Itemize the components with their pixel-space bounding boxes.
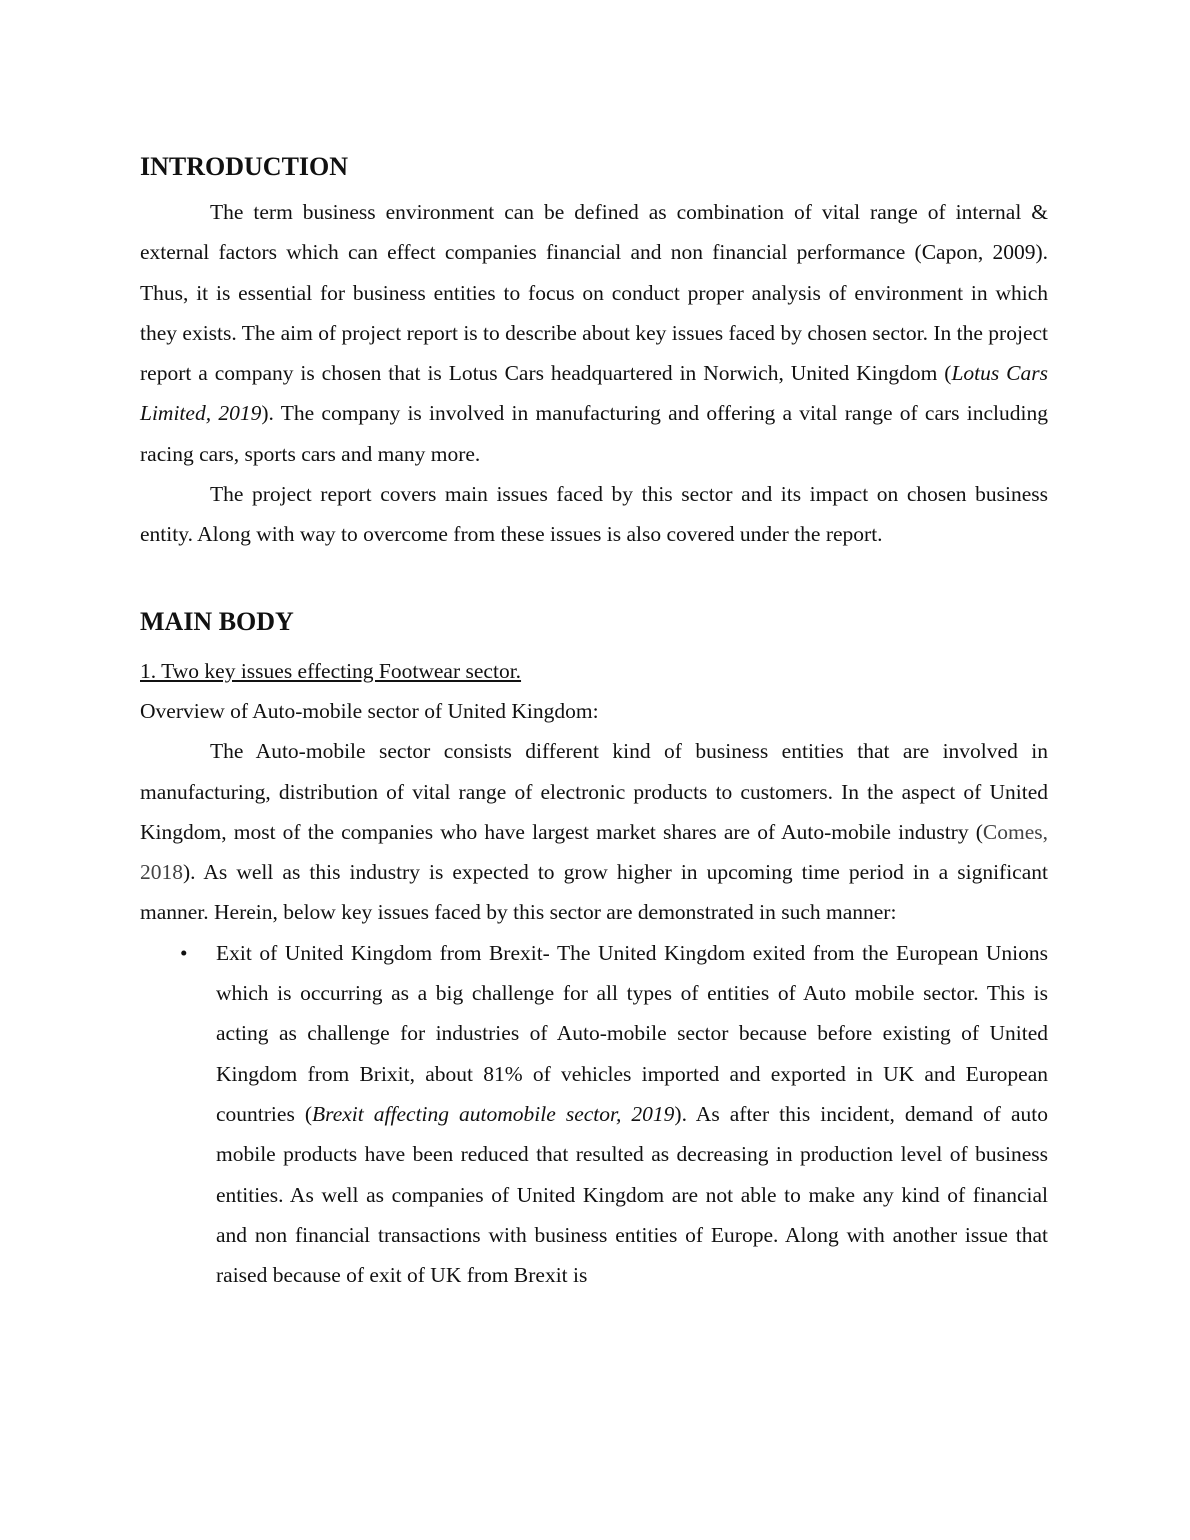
main-body-heading: MAIN BODY xyxy=(140,606,294,636)
document-page xyxy=(140,150,1048,1295)
intro-paragraph-1 xyxy=(140,192,1048,474)
overview-label: Overview of Auto-mobile sector of United Kingdom: xyxy=(140,698,599,723)
list-item xyxy=(140,933,1048,1296)
main-paragraph-1 xyxy=(140,731,1048,932)
intro-p1-citation: Lotus Cars Limited, 2019 xyxy=(140,361,1048,426)
issues-bullet-list xyxy=(140,933,1048,1296)
intro-p1-text-2: ). The company is involved in manufacturing and offering a vital range of cars including racing cars, sports cars and many more. xyxy=(140,401,1049,466)
section-subheading-text: 1. Two key issues effecting Footwear sector. xyxy=(140,658,522,683)
bullet-paragraph xyxy=(216,933,1048,1296)
bullet-icon: • xyxy=(180,940,188,965)
intro-paragraph-2: The project report covers main issues faced by this sector and its impact on chosen business entity. Along with way to overcome from these issues is also covered under the report. xyxy=(140,482,1048,547)
main-p1-citation: Comes, 2018 xyxy=(140,819,1048,885)
introduction-heading: INTRODUCTION xyxy=(140,152,349,181)
bullet-text-2: ). As after this incident, demand of auto mobile products have been reduced that resulted as decreasing in production level of business entities. As well as companies of United Kingdom are not able to make any kind of financial and non financial transactions with business entities of Europe. Along with another issue that raised because of exit of UK from Brexit is xyxy=(216,1101,1048,1288)
intro-p1-text-1: The term business environment can be defined as combination of vital range of internal & external factors which can effect companies financial and non financial performance (Capon, 2009). Thus, it is essential for business entities to focus on conduct proper analysis of environment in which they exists. The aim of project report is to describe about key issues faced by chosen sector. In the project report a company is chosen that is Lotus Cars headquartered in Norwich, United Kingdom ( xyxy=(140,200,1048,386)
bullet-citation: Brexit affecting automobile sector, 2019 xyxy=(312,1101,675,1126)
section-subheading xyxy=(140,651,1048,691)
bullet-text-1: Exit of United Kingdom from Brexit- The United Kingdom exited from the European Unions which is occurring as a big challenge for all types of entities of Auto mobile sector. This is acting as challenge for industries of Auto-mobile sector because before existing of United Kingdom from Brixit, about 81% of vehicles imported and exported in UK and European countries ( xyxy=(216,940,1048,1126)
main-p1-text-2: ). As well as this industry is expected to grow higher in upcoming time period in a significant manner. Herein, below key issues faced by this sector are demonstrated in such manner: xyxy=(140,860,1048,925)
main-p1-text-1: The Auto-mobile sector consists different kind of business entities that are involved in manufacturing, distribution of vital range of electronic products to customers. In the aspect of United Kingdom, most of the companies who have largest market shares are of Auto-mobile industry ( xyxy=(140,739,1048,844)
section-spacer xyxy=(140,555,1048,605)
